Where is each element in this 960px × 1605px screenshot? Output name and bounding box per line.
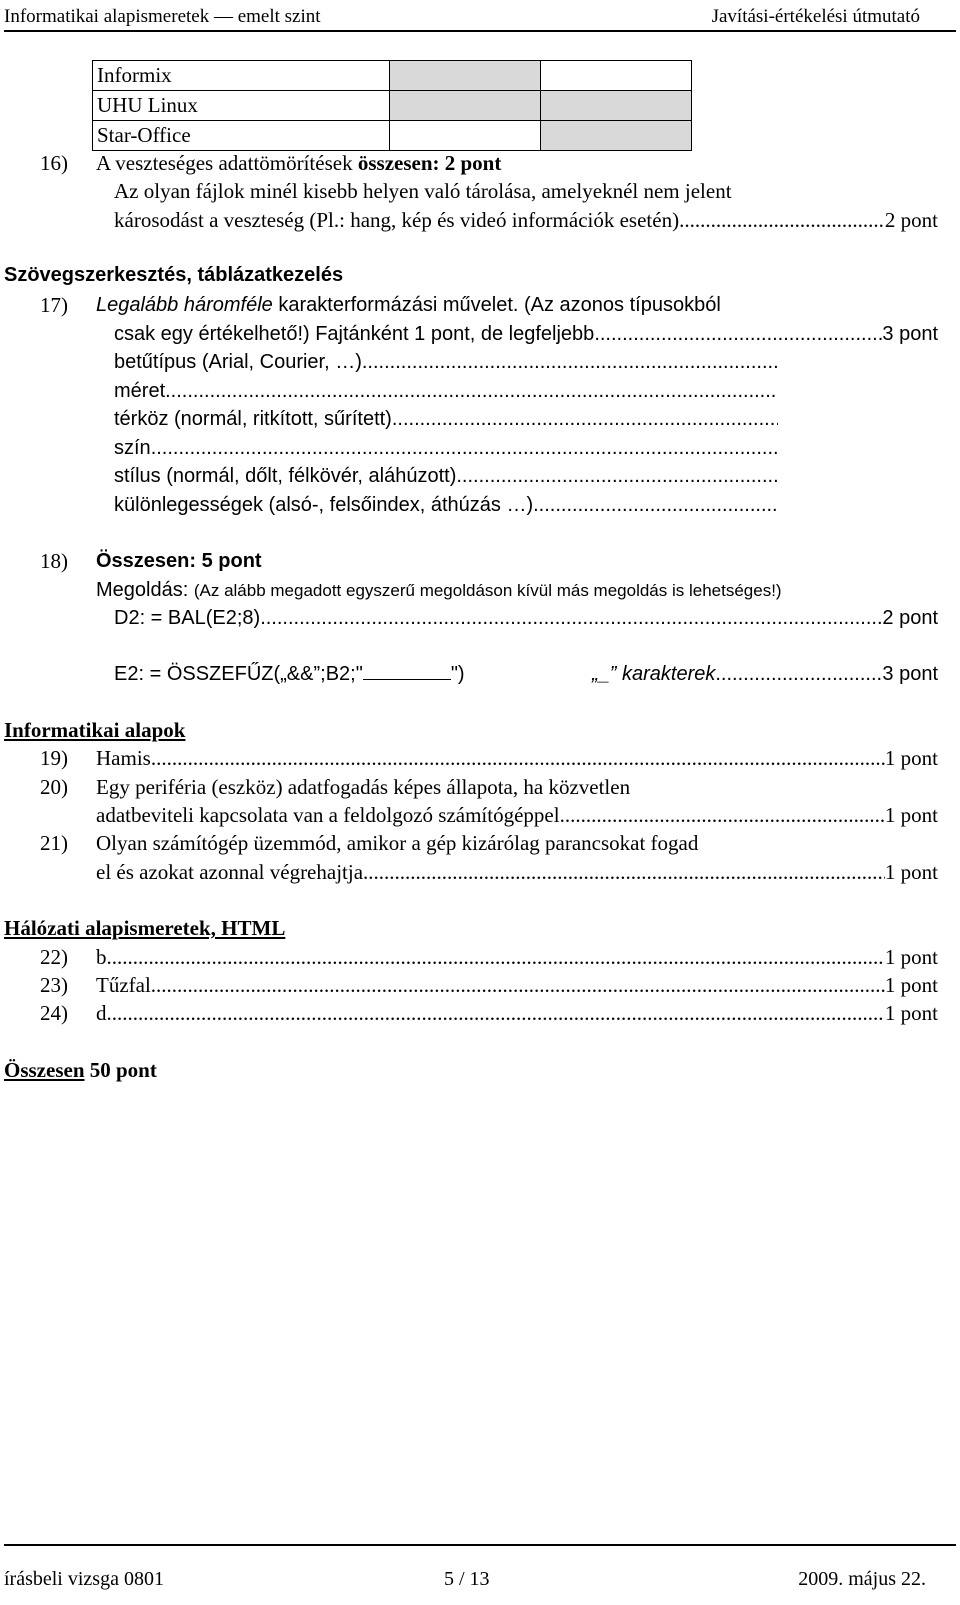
software-name: Star-Office [93, 121, 390, 151]
answer-cell [541, 121, 692, 151]
format-item: különlegességek (alsó-, felsőindex, áthúzás …). ..... [114, 491, 778, 520]
section-heading-networking: Hálózati alapismeretek, HTML [4, 916, 286, 940]
software-name: Informix [93, 61, 390, 91]
q23-number: 23) [40, 973, 68, 997]
total-score: Összesen 50 pont [4, 1058, 157, 1082]
q23-answer: Tűzfal ..... 1 pont [96, 971, 938, 1000]
header-title: Informatikai alapismeretek — emelt szint [4, 6, 321, 27]
header-rule [4, 30, 956, 32]
software-row [93, 61, 692, 91]
q17-line1: Legalább háromféle karakterformázási művelet. (Az azonos típusokból [96, 294, 721, 316]
q18-e2-formula: E2: = ÖSSZEFŰZ(„&&”;B2;" ") [114, 663, 465, 685]
q19-answer: Hamis ..... 1 pont [96, 744, 938, 773]
format-item: méret ..... [114, 377, 778, 406]
q16-line1: Az olyan fájlok minél kisebb helyen való tárolása, amelyeknél nem jelent [114, 179, 732, 203]
q17-line2: csak egy értékelhető!) Fajtánként 1 pont, de legfeljebb ..... 3 pont [114, 320, 938, 349]
q16-line2: károsodást a veszteség (Pl.: hang, kép és videó információk esetén) ..... 2 pont [114, 206, 938, 235]
q21-line2: el és azokat azonnal végrehajtja ..... 1 pont [96, 858, 938, 887]
format-item: térköz (normál, ritkított, sűrített) ..... [114, 405, 778, 434]
section-heading-text-processing: Szövegszerkesztés, táblázatkezelés [4, 264, 344, 286]
format-item: betűtípus (Arial, Courier, …) ..... [114, 348, 778, 377]
footer-date: 2009. május 22. [798, 1568, 926, 1590]
answer-cell [390, 61, 541, 91]
q20-line1: Egy periféria (eszköz) adatfogadás képes állapota, ha közvetlen [96, 775, 631, 799]
q20-line2: adatbeviteli kapcsolata van a feldolgozó számítógéppel ..... 1 pont [96, 801, 938, 830]
format-item: szín ..... [114, 434, 778, 463]
format-item: stílus (normál, dőlt, félkövér, aláhúzott) ..... [114, 462, 778, 491]
q22-number: 22) [40, 945, 68, 969]
blank-line [363, 661, 451, 680]
q18-solution: Megoldás: (Az alább megadott egyszerű megoldáson kívül más megoldás is lehetséges!) [96, 579, 782, 601]
section-heading-it-basics: Informatikai alapok [4, 718, 186, 742]
answer-cell [541, 61, 692, 91]
q21-line1: Olyan számítógép üzemmód, amikor a gép kizárólag parancsokat fogad [96, 831, 699, 855]
header-subtitle: Javítási-értékelési útmutató [711, 6, 920, 27]
q18-number: 18) [40, 549, 68, 573]
answer-cell [390, 121, 541, 151]
q17-number: 17) [40, 293, 68, 317]
q18-title: Összesen: 5 pont [96, 550, 262, 572]
answer-cell [390, 91, 541, 121]
footer-rule [4, 1544, 956, 1546]
q21-number: 21) [40, 831, 68, 855]
software-name: UHU Linux [93, 91, 390, 121]
software-row [93, 91, 692, 121]
footer-page-number: 5 / 13 [444, 1568, 490, 1590]
software-row [93, 121, 692, 151]
footer-exam: írásbeli vizsga 0801 [4, 1568, 164, 1590]
q18-e2-note: „_” karakterek ..... 3 pont [592, 660, 938, 689]
q16-title: A veszteséges adattömörítések összesen: 2 pont [96, 151, 502, 175]
answer-cell [541, 91, 692, 121]
q24-answer: d ..... 1 pont [96, 999, 938, 1028]
q22-answer: b ..... 1 pont [96, 943, 938, 972]
software-table [92, 60, 692, 151]
q16-number: 16) [40, 151, 68, 175]
q19-number: 19) [40, 746, 68, 770]
q20-number: 20) [40, 775, 68, 799]
q18-d2: D2: = BAL(E2;8) ..... 2 pont [114, 604, 938, 633]
q24-number: 24) [40, 1001, 68, 1025]
